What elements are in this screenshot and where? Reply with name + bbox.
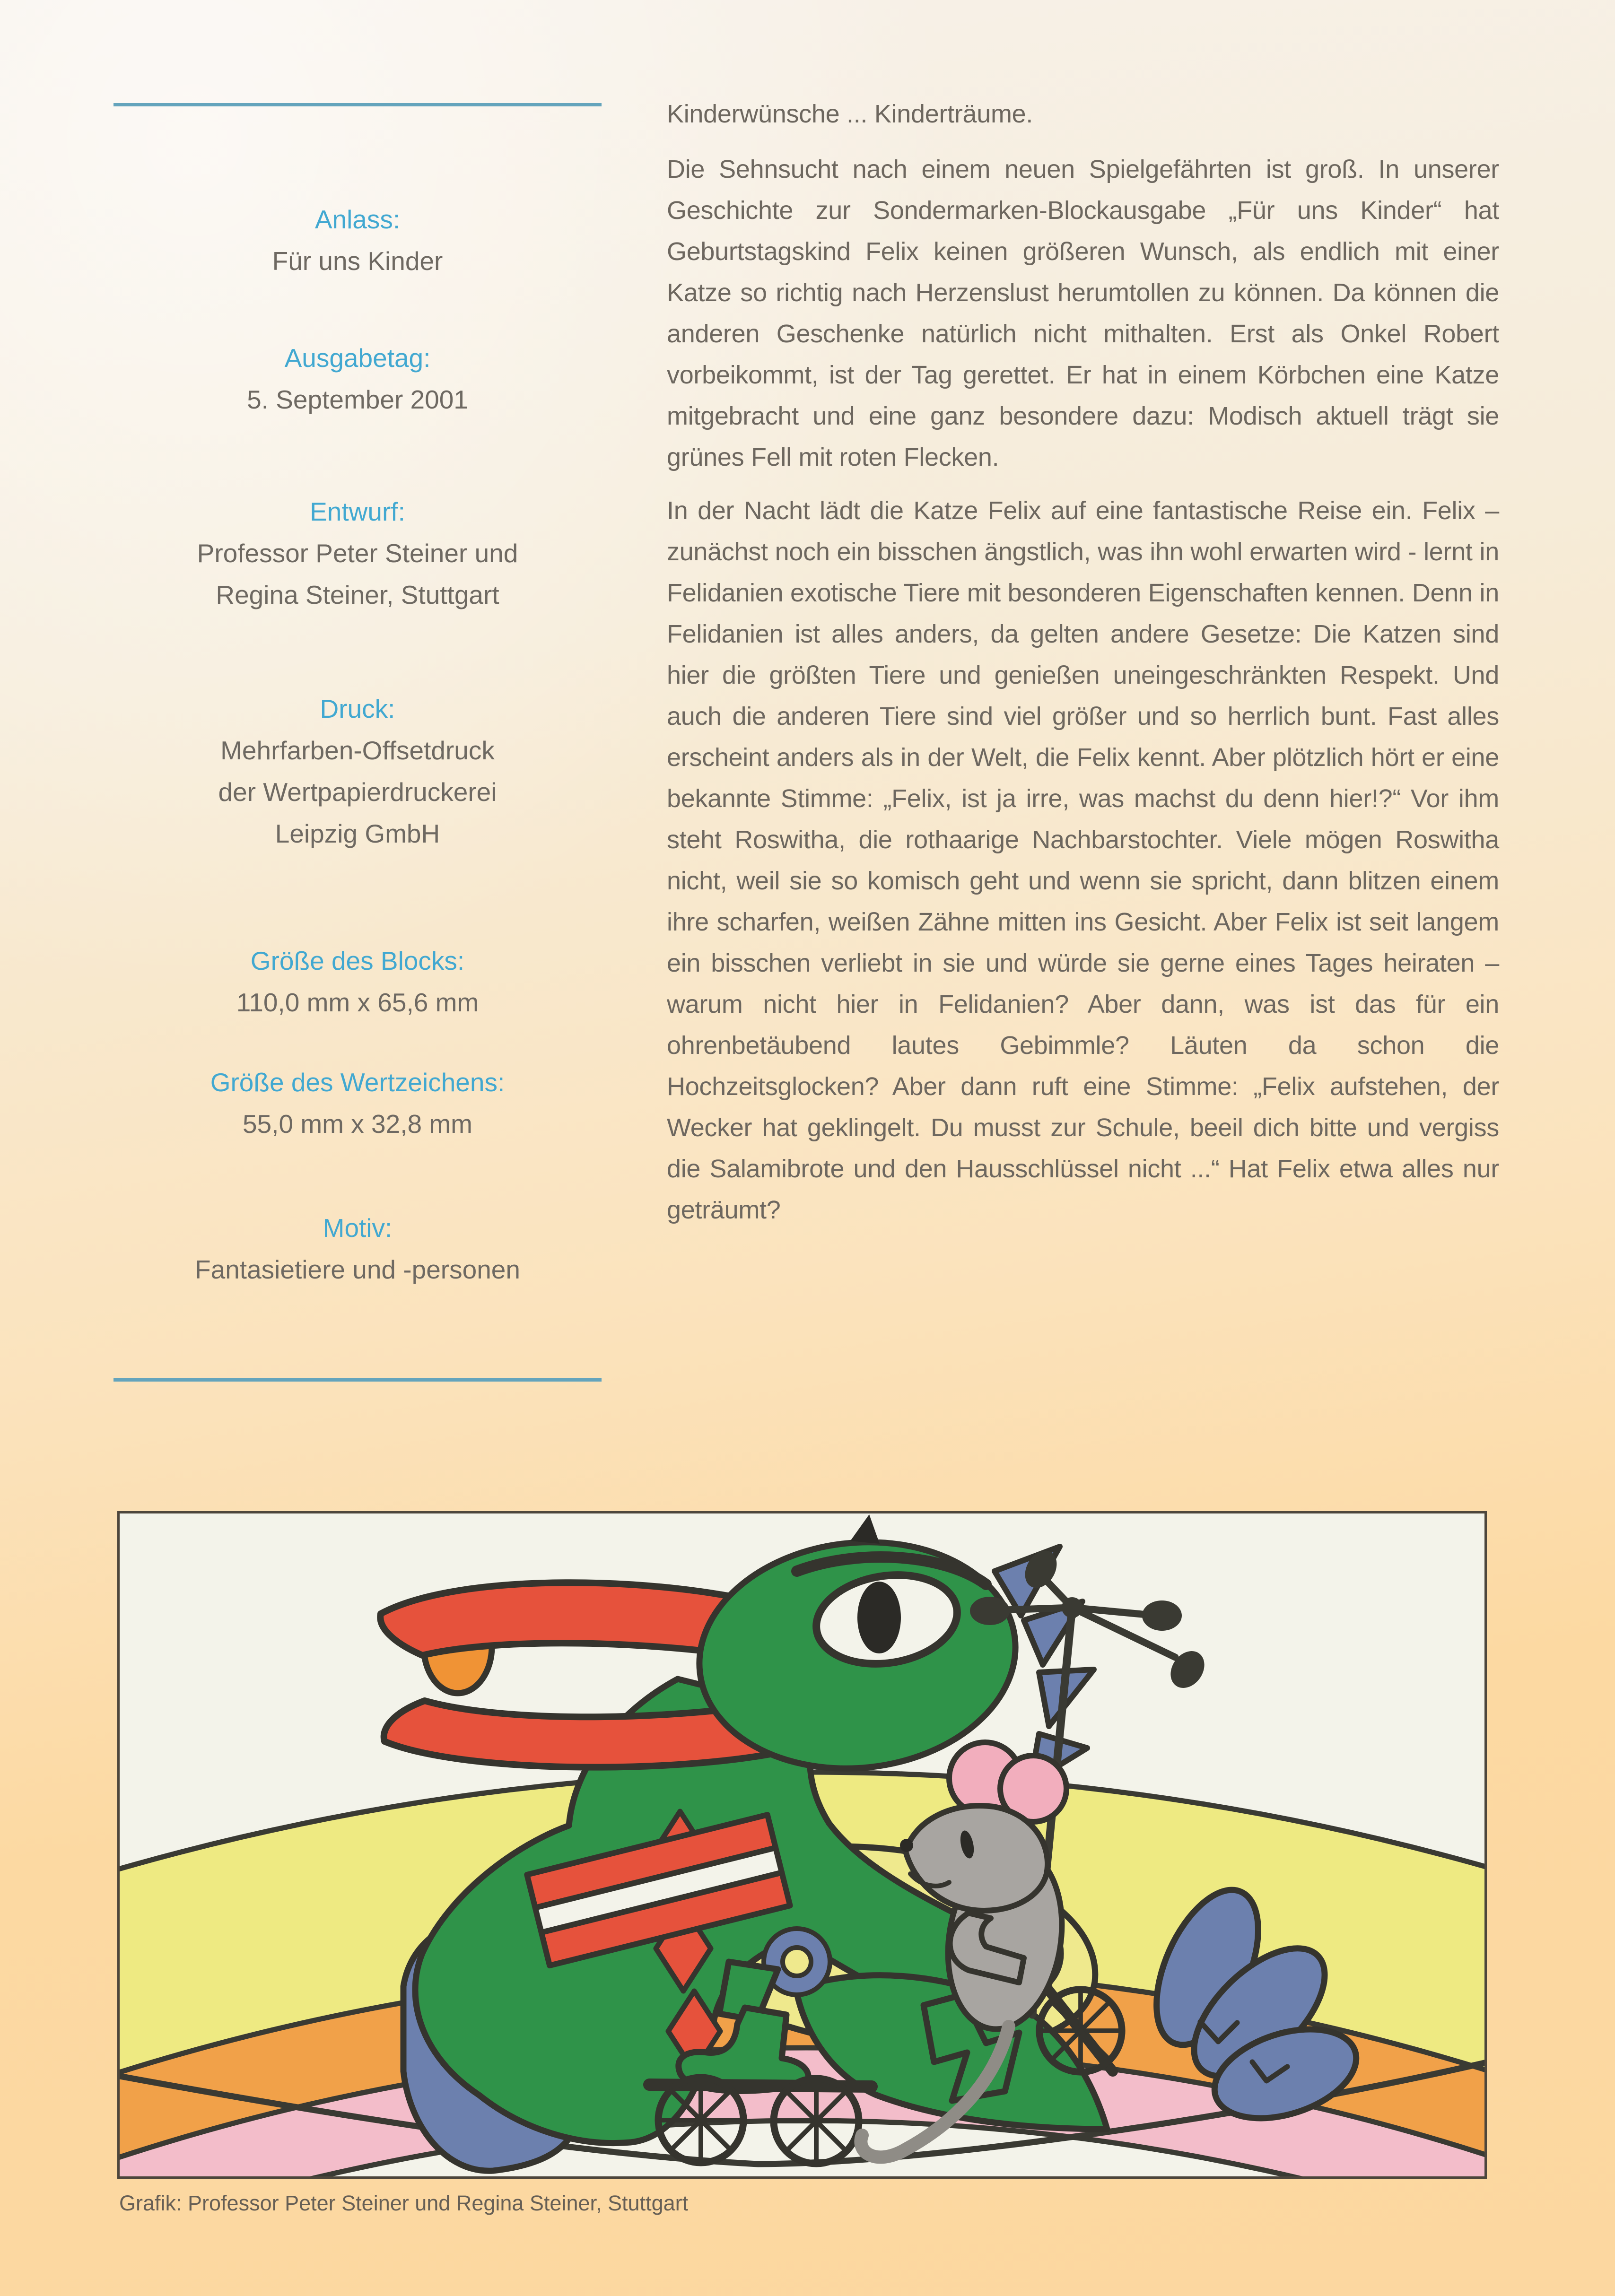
ausgabetag-label: Ausgabetag: [284, 343, 431, 373]
fantasy-bird-illustration [120, 1513, 1484, 2176]
article-paragraph-2: In der Nacht lädt die Katze Felix auf eine fantastische Reise ein. Felix – zunächst noch ein bisschen ängstlich, was ihn wohl erwarten wird - lernt in Felidanien exotische Tiere mit besonderen Eigenschaften kennen. Denn in Felidanien ist alles anders, da gelten andere Gesetze: Die Katzen sind hier die größten Tiere und genießen uneingeschränkten Respekt. Und auch die anderen Tiere sind viel größer und so herrlich bunt. Fast alles erscheint anders als in der Welt, die Felix kennt. Aber plötzlich hört er eine bekannte Stimme: „Felix, ist ja irre, was machst du denn hier!?“ Vor ihm steht Roswitha, die rothaarige Nachbarstochter. Viele mögen Roswitha nicht, weil sie so komisch geht und wenn sie spricht, dann blitzen einem ihre scharfen, weißen Zähne mitten ins Gesicht. Aber Felix ist seit langem ein bisschen verliebt in sie und würde sie gerne eines Tages heiraten – warum nicht hier in Felidanien? Aber dann, was ist das für ein ohrenbetäubend lautes Gebimmle? Läuten da schon die Hochzeitsglocken? Aber dann ruft eine Stimme: „Felix aufstehen, der Wecker hat geklingelt. Du musst zur Schule, beeil dich bitte und vergiss die Salamibrote und den Hausschlüssel nicht ...“ Hat Felix etwa alles nur geträumt? [667, 496, 1499, 1224]
anlass-value: Für uns Kinder [272, 246, 443, 276]
blockgroesse-value: 110,0 mm x 65,6 mm [236, 988, 479, 1017]
sidebar-bottom-rule [113, 1378, 602, 1382]
druck-value: der Wertpapierdruckerei [218, 777, 497, 807]
article-title: Kinderwünsche ... Kinderträume. [667, 100, 1033, 128]
blockgroesse-label: Größe des Blocks: [250, 946, 465, 975]
sidebar-item-motiv [113, 1207, 602, 1290]
druck-value: Mehrfarben-Offsetdruck [220, 736, 495, 765]
wertzeichen-label: Größe des Wertzeichens: [210, 1068, 505, 1097]
article [667, 94, 1499, 1243]
entwurf-value: Regina Steiner, Stuttgart [216, 580, 499, 609]
sidebar-item-anlass [113, 199, 602, 282]
sidebar-item-druck [113, 688, 602, 854]
bird-pupil [857, 1582, 901, 1653]
article-paragraph-1: Die Sehnsucht nach einem neuen Spielgefährten ist groß. In unserer Geschichte zur Sondermarken-Blockausgabe „Für uns Kinder“ hat Geburtstagskind Felix keinen größeren Wunsch, als endlich mit einer Katze so richtig nach Herzenslust herumtollen zu können. Da können die anderen Geschenke natürlich nicht mithalten. Erst als Onkel Robert vorbeikommt, ist der Tag gerettet. Er hat in einem Körbchen eine Katze mitgebracht und eine ganz besondere dazu: Modisch aktuell trägt sie grünes Fell mit roten Flecken. [667, 155, 1499, 471]
motiv-label: Motiv: [323, 1213, 393, 1243]
sidebar-top-rule [113, 103, 602, 106]
mouse-nose [900, 1839, 913, 1852]
sidebar-item-blockgroesse [113, 940, 602, 1023]
anlass-label: Anlass: [314, 205, 401, 234]
illustration-frame [117, 1511, 1487, 2179]
druck-value: Leipzig GmbH [275, 819, 440, 848]
sidebar-item-ausgabetag [113, 337, 602, 420]
ausgabetag-value: 5. September 2001 [247, 385, 468, 414]
entwurf-label: Entwurf: [310, 497, 405, 526]
motiv-value: Fantasietiere und -personen [195, 1255, 520, 1284]
illustration-caption: Grafik: Professor Peter Steiner und Regina Steiner, Stuttgart [119, 2191, 689, 2215]
entwurf-value: Professor Peter Steiner und [197, 539, 518, 568]
sidebar-item-entwurf [113, 491, 602, 616]
wertzeichen-value: 55,0 mm x 32,8 mm [243, 1109, 472, 1139]
sidebar-item-wertzeichen [113, 1061, 602, 1145]
druck-label: Druck: [320, 694, 395, 723]
